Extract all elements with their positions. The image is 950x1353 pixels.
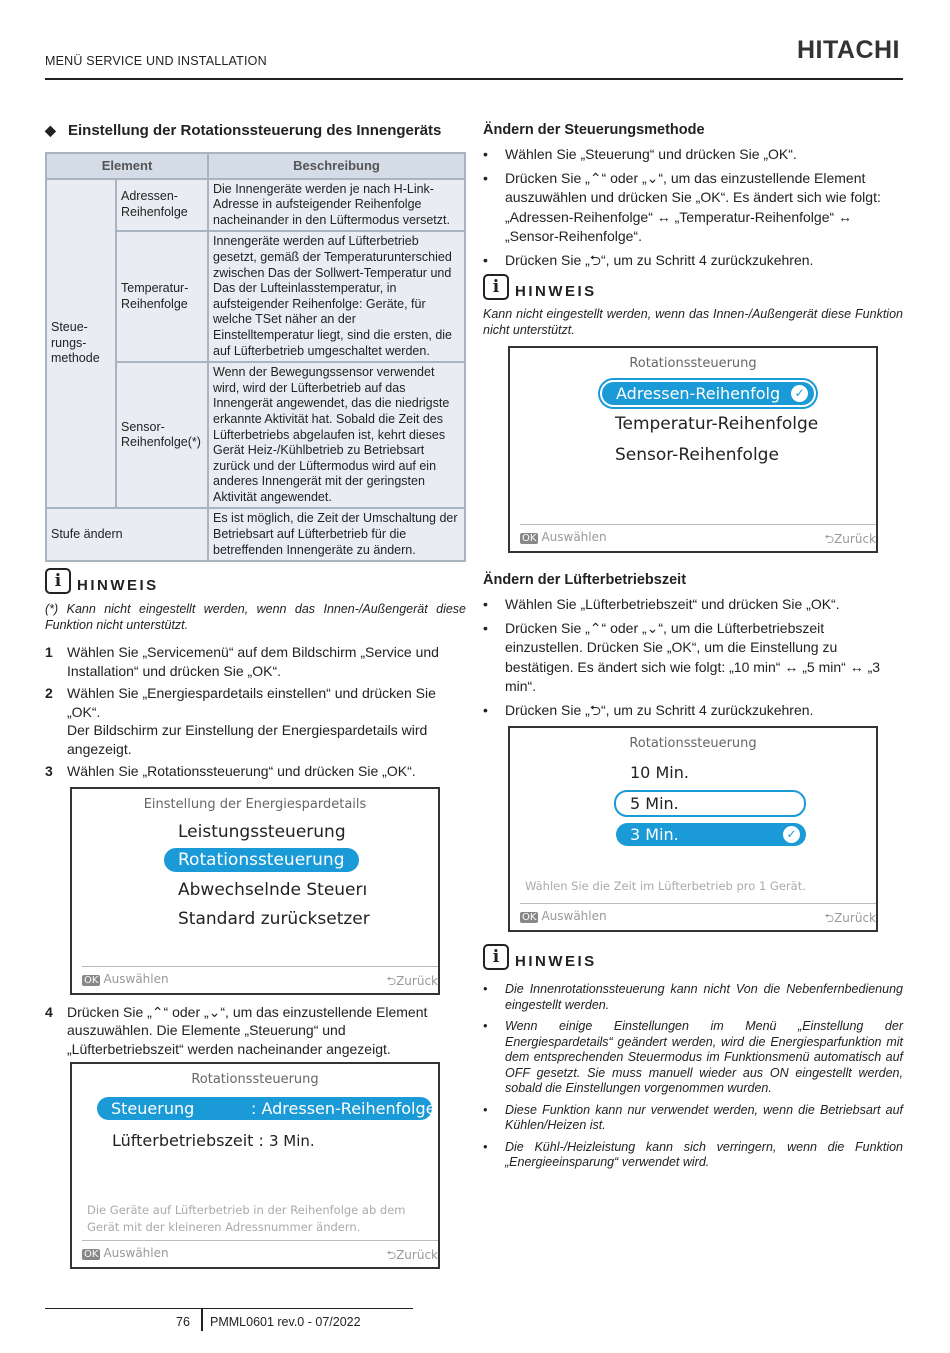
method-option-selected[interactable]	[600, 380, 816, 407]
screen-title: Einstellung der Energiespardetails	[143, 796, 367, 812]
step-number: 2	[45, 685, 53, 702]
back-button[interactable]	[386, 972, 438, 993]
note-text: Kann nicht eingestellt werden, wenn das Innen-/Außengerät diese Funktion nicht unterstützt.	[483, 307, 903, 337]
select-label: Auswählen	[103, 971, 169, 986]
info-icon: i	[483, 944, 509, 970]
menu-item[interactable]: Leistungssteuerung	[178, 821, 346, 842]
screen-energy-details	[70, 787, 440, 995]
section-title: Ändern der Steuerungsmethode	[483, 122, 705, 138]
back-label: Zurück	[834, 532, 876, 546]
screen-footer	[520, 524, 876, 546]
desc-cell: Wenn der Bewegungssensor verwendet wird, wird der Lüfterbetrieb auf das Innengerät angewendet, das die niedrigste erkannte Aktivität hat. Sobald die Zeit des Lüfterbetriebs abgelaufen ist, kehrt dieses Gerät Heiz-/Kühlbetrieb zu Betriebsart zurück und der Lüftermodus wird auf ein anderes Innengerät mit der geringsten Aktivität angewendet.	[208, 362, 465, 508]
step-text: Wählen Sie „Energiespardetails einstellen“ und drücken Sie „OK“.	[67, 685, 436, 720]
note-title	[45, 568, 466, 594]
note-bullet: • Die Innenrotationssteuerung kann nicht Von die Nebenfernbedienung eingestellt werden.	[483, 982, 903, 1013]
col-header-element: Element	[46, 153, 208, 179]
element-cell: Stufe ändern	[46, 508, 208, 561]
check-icon: ✓	[783, 826, 800, 843]
back-label: Zurück	[396, 1248, 438, 1263]
ok-key[interactable]: OK	[522, 533, 537, 544]
footer-divider	[45, 1308, 413, 1309]
document-id: PMML0601 rev.0 - 07/2022	[210, 1315, 361, 1329]
select-label: Auswählen	[541, 530, 607, 544]
method-option[interactable]: Sensor-Reihenfolge	[615, 445, 779, 465]
note-bullet: • Die Kühl-/Heizleistung kann sich verringern, wenn die Funktion „Energieeinsparung“ verwendet wird.	[483, 1140, 903, 1171]
screen-footer	[520, 903, 876, 925]
row-value: : Adressen-Reihenfolge	[251, 1099, 436, 1119]
row-label: Steuerung	[111, 1099, 195, 1119]
step-3	[45, 762, 466, 781]
method-option[interactable]: Temperatur-Reihenfolge	[615, 414, 819, 434]
menu-item[interactable]: Standard zurücksetzer	[178, 908, 370, 929]
option-label: 3 Min.	[630, 825, 679, 844]
steps-1-3	[45, 643, 466, 781]
sub-cell: Sensor- Reihenfolge(*)	[116, 362, 208, 508]
step-text: Wählen Sie „Servicemenü“ auf dem Bildschirm „Service und Installation“ und drücken Sie „OK“.	[67, 644, 439, 679]
menu-item-selected[interactable]: Rotationssteuerung	[164, 848, 359, 872]
screen-hint: Wählen Sie die Zeit im Lüfterbetrieb pro 1 Gerät.	[525, 879, 806, 893]
footer-separator	[201, 1309, 203, 1331]
note-box	[45, 568, 466, 633]
back-button[interactable]	[386, 1246, 438, 1267]
note-bullet: • Wenn einige Einstellungen im Menü „Einstellung der Energiespardetails“ geändert werden, wird die Energiesparfunktion mit dem entsprechenden Steuermodus im Funktionsmenü automatisch auf OFF gesetzt. Sie muss manuell wieder aus ON eingestellt werden, sobald die Einstellungen vorgenommen wurden.	[483, 1019, 903, 1097]
screen-rotation-overview	[70, 1062, 440, 1269]
control-row-selected[interactable]	[97, 1097, 436, 1120]
step-number: 4	[45, 1003, 53, 1020]
screen-fan-time	[508, 726, 878, 932]
step-2	[45, 684, 466, 758]
bullet-item: • Drücken Sie „⮌“, um zu Schritt 4 zurückzukehren.	[483, 701, 903, 721]
desc-cell: Innengeräte werden auf Lüfterbetrieb gesetzt, gemäß der Temperaturunterschied zwischen Das der Sollwert-Temperatur und Das der Lufteinlasstemperatur, in aufsteigender Reihenfolge: Geräte, für welche TSet näher an der Einstelltemperatur liegt, sind die ersten, die auf Lüfterbetrieb umgeschaltet werden.	[208, 231, 465, 362]
sub-cell: Adressen- Reihenfolge	[116, 179, 208, 232]
ok-key[interactable]: OK	[522, 912, 537, 923]
desc-cell: Es ist möglich, die Zeit der Umschaltung der Betriebsart auf Lüfterbetrieb für die betreffenden Innengeräte zu ändern.	[208, 508, 465, 561]
bullet-item: • Drücken Sie „⌃“ oder „⌄“, um das einzustellende Element auszuwählen und drücken Sie „OK“. Es ändert sich wie folgt: „Adressen-Reihenfolge“ ↔ „Temperatur-Reihenfolge“ ↔ „Sensor-Reihenfolge“.	[483, 169, 903, 247]
back-arrow-icon: ⮌	[386, 973, 397, 988]
step-4	[45, 1003, 466, 1059]
screen-control-method	[508, 346, 878, 553]
step-text: Wählen Sie „Rotationssteuerung“ und drücken Sie „OK“.	[67, 763, 416, 780]
back-arrow-icon: ⮌	[824, 532, 835, 546]
page-number: 76	[176, 1315, 190, 1329]
select-label: Auswählen	[541, 909, 607, 923]
back-arrow-icon: ⮌	[824, 911, 835, 925]
row-label: Lüfterbetriebszeit :	[112, 1131, 264, 1151]
back-label: Zurück	[396, 973, 438, 988]
note-title	[483, 944, 903, 970]
select-label: Auswählen	[103, 1246, 169, 1261]
bullet-item: • Drücken Sie „⌃“ oder „⌄“, um die Lüfterbetriebszeit einzustellen. Drücken Sie „OK“, um die Einstellung zu bestätigen. Es ändert sich wie folgt: „10 min“ ↔ „5 min“ ↔ „3 min“.	[483, 619, 903, 697]
header-divider	[45, 78, 903, 80]
step-extra: Der Bildschirm zur Einstellung der Energiespardetails wird angezeigt.	[67, 722, 428, 757]
step-number: 3	[45, 763, 53, 780]
step-number: 1	[45, 644, 53, 661]
left-column	[45, 121, 466, 1269]
screen-footer	[82, 1240, 438, 1262]
note-title-text: HINWEIS	[515, 283, 597, 300]
back-label: Zurück	[834, 911, 876, 925]
screen-footer	[82, 966, 438, 988]
brand-logo: HITACHI	[796, 36, 900, 64]
step-text: Drücken Sie „⌃“ oder „⌄“, um das einzustellende Element auszuwählen. Die Elemente „Steuerung“ und „Lüfterbetriebszeit“ werden nacheinander angezeigt.	[67, 1003, 428, 1057]
menu-item[interactable]: Abwechselnde Steuerı	[178, 879, 368, 900]
bullet-item: • Wählen Sie „Steuerung“ und drücken Sie „OK“.	[483, 145, 903, 165]
back-button[interactable]	[824, 530, 876, 551]
bullet-item: • Drücken Sie „⮌“, um zu Schritt 4 zurückzukehren.	[483, 251, 903, 271]
group-cell: Steue- rungs- methode	[46, 179, 116, 509]
note-title-text: HINWEIS	[77, 577, 159, 595]
ok-key[interactable]: OK	[84, 974, 99, 986]
right-column	[483, 121, 903, 1175]
bullet-item: • Wählen Sie „Lüfterbetriebszeit“ und drücken Sie „OK“.	[483, 595, 903, 615]
info-icon: i	[45, 568, 71, 594]
back-arrow-icon: ⮌	[386, 1248, 397, 1263]
info-icon: i	[483, 274, 509, 300]
step-4-block	[45, 1003, 466, 1059]
row-value: 3 Min.	[268, 1132, 315, 1151]
ok-key[interactable]: OK	[84, 1249, 99, 1261]
option-label: Adressen-Reihenfolg	[616, 384, 781, 403]
time-option-selected[interactable]	[616, 823, 806, 846]
time-option[interactable]: 10 Min.	[630, 763, 689, 782]
screen-title: Rotationssteuerung	[191, 1072, 319, 1088]
diamond-icon: ◆	[45, 122, 56, 138]
sub-cell: Temperatur- Reihenfolge	[116, 231, 208, 362]
time-option-focused[interactable]: 5 Min.	[614, 790, 806, 817]
section-title-text: Einstellung der Rotationssteuerung des Innengeräts	[68, 122, 442, 139]
rotation-table	[45, 152, 466, 562]
step-1	[45, 643, 466, 680]
note-text: (*) Kann nicht eingestellt werden, wenn das Innen-/Außengerät diese Funktion nicht unterstützt.	[45, 602, 466, 632]
note-title-text: HINWEIS	[515, 953, 597, 970]
screen-hint: Die Geräte auf Lüfterbetrieb in der Reihenfolge ab dem Gerät mit der kleineren Adressnummer ändern.	[87, 1203, 406, 1235]
desc-cell: Die Innengeräte werden je nach H-Link-Adresse in aufsteigender Reihenfolge nacheinander in den Lüftermodus versetzt.	[208, 179, 465, 232]
screen-title: Rotationssteuerung	[629, 356, 757, 371]
col-header-description: Beschreibung	[208, 153, 465, 179]
note-bullet: • Diese Funktion kann nur verwendet werden, wenn die Betriebsart auf Kühlen/Heizen ist.	[483, 1103, 903, 1134]
note-box-2	[483, 944, 903, 1171]
check-icon: ✓	[791, 385, 808, 402]
back-button[interactable]	[824, 909, 876, 930]
section-header: MENÜ SERVICE UND INSTALLATION	[45, 54, 267, 68]
section-title	[45, 121, 466, 140]
fan-time-row[interactable]	[112, 1131, 315, 1150]
note-title	[483, 274, 903, 300]
section-title: Ändern der Lüfterbetriebszeit	[483, 572, 687, 588]
screen-title: Rotationssteuerung	[629, 736, 757, 751]
